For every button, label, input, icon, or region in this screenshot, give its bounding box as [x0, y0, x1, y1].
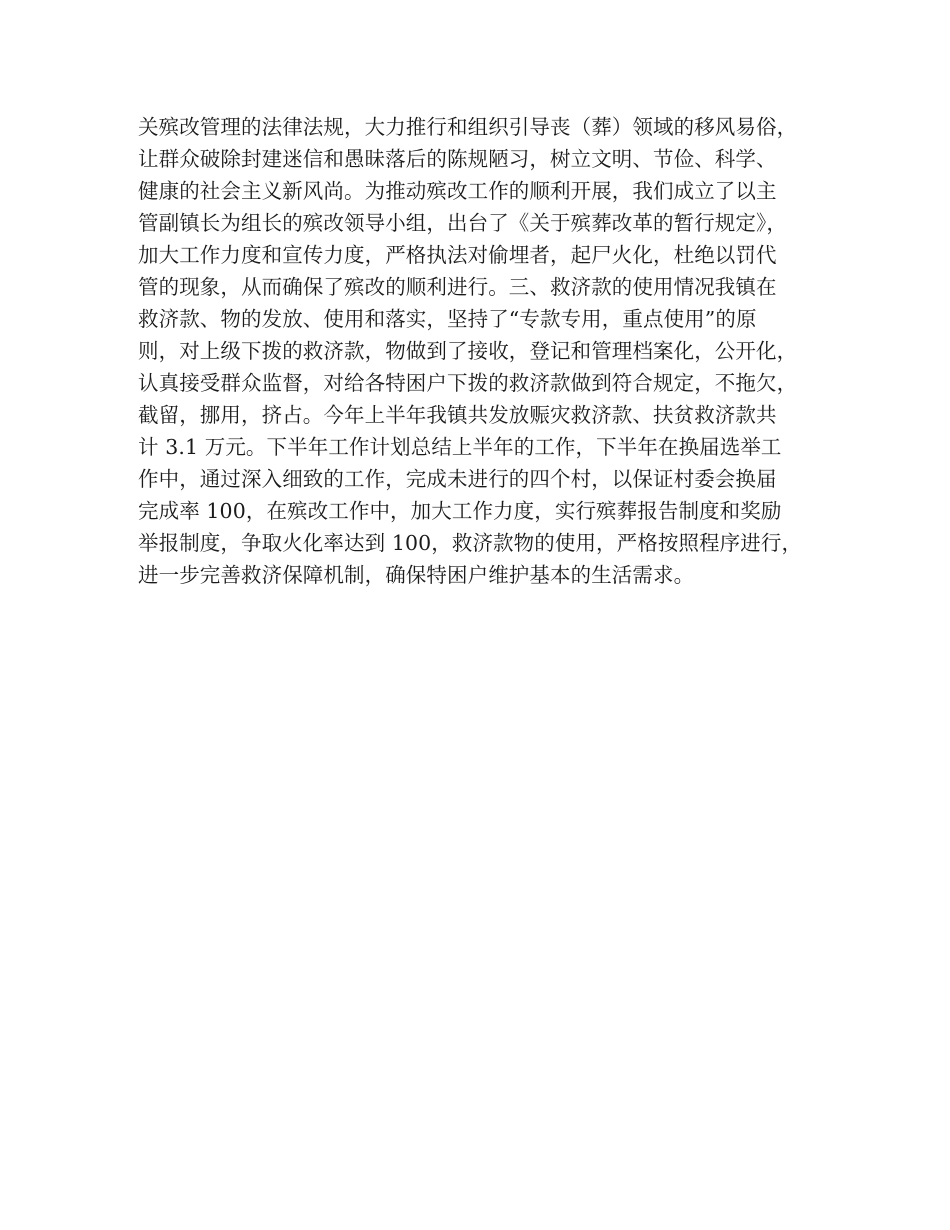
- text-line: 举报制度，争取火化率达到 100，救济款物的使用，严格按照程序进行，: [138, 531, 803, 555]
- text-line: 救济款、物的发放、使用和落实，坚持了“专款专用，重点使用”的原: [138, 307, 757, 331]
- text-line: 则，对上级下拨的救济款，物做到了接收，登记和管理档案化，公开化，: [138, 339, 798, 363]
- body-paragraph: [138, 111, 838, 591]
- text-line: 让群众破除封建迷信和愚昧落后的陈规陋习，树立文明、节俭、科学、: [138, 147, 777, 171]
- text-line: 加大工作力度和宣传力度，严格执法对偷埋者，起尸火化，杜绝以罚代: [138, 243, 777, 267]
- text-line: 认真接受群众监督，对给各特困户下拨的救济款做到符合规定，不拖欠，: [138, 371, 798, 395]
- text-line: 完成率 100，在殡改工作中，加大工作力度，实行殡葬报告制度和奖励: [138, 499, 782, 523]
- text-line: 作中，通过深入细致的工作，完成未进行的四个村，以保证村委会换届: [138, 467, 777, 491]
- text-line: 计 3.1 万元。下半年工作计划总结上半年的工作，下半年在换届选举工: [138, 435, 782, 459]
- text-line: 管的现象，从而确保了殡改的顺利进行。三、救济款的使用情况我镇在: [138, 275, 777, 299]
- text-line: 截留，挪用，挤占。今年上半年我镇共发放赈灾救济款、扶贫救济款共: [138, 403, 777, 427]
- text-line: 健康的社会主义新风尚。为推动殡改工作的顺利开展，我们成立了以主: [138, 179, 777, 203]
- text-line: 进一步完善救济保障机制，确保特困户维护基本的生活需求。: [138, 563, 695, 587]
- text-line: 关殡改管理的法律法规，大力推行和组织引导丧（葬）领域的移风易俗，: [138, 115, 798, 139]
- text-line: 管副镇长为组长的殡改领导小组，出台了《关于殡葬改革的暂行规定》，: [138, 211, 787, 235]
